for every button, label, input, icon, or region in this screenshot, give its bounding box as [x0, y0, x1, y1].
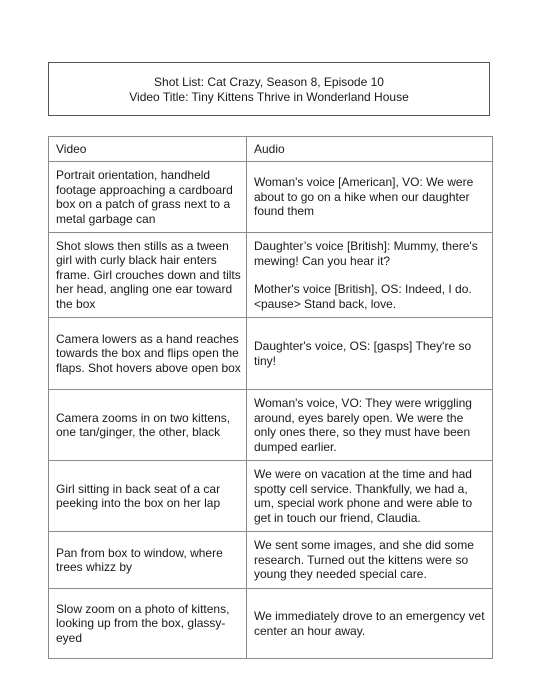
video-cell: Camera zooms in on two kittens, one tan/ginger, the other, black — [49, 390, 247, 461]
audio-cell — [247, 162, 493, 233]
audio-cell — [247, 318, 493, 390]
video-cell: Shot slows then stills as a tween girl with curly black hair enters frame. Girl crouches down and tilts her head, angling one ear toward the box — [49, 233, 247, 318]
audio-cell — [247, 390, 493, 461]
table-row — [49, 162, 493, 233]
audio-line: Daughter’s voice [British]: Mummy, there's mewing! Can you hear it? — [254, 239, 478, 268]
video-cell: Pan from box to window, where trees whizz by — [49, 532, 247, 589]
table-row — [49, 532, 493, 589]
table-row — [49, 233, 493, 318]
audio-line: Daughter's voice, OS: [gasps] They're so tiny! — [254, 339, 472, 368]
audio-line: We were on vacation at the time and had spotty cell service. Thankfully, we had a, um, special work phone and were able to get in touch our friend, Claudia. — [254, 467, 473, 525]
table-row — [49, 589, 493, 659]
table-header-row — [49, 137, 493, 162]
table-row — [49, 390, 493, 461]
audio-cell — [247, 589, 493, 659]
title-box — [48, 62, 490, 116]
video-cell: Slow zoom on a photo of kittens, looking up from the box, glassy-eyed — [49, 589, 247, 659]
audio-line: We sent some images, and she did some research. Turned out the kittens were so young they needed special care. — [254, 538, 474, 582]
video-cell: Girl sitting in back seat of a car peeking into the box on her lap — [49, 461, 247, 532]
shot-list-table — [48, 136, 493, 659]
audio-line: Mother's voice [British], OS: Indeed, I do. <pause> Stand back, love. — [254, 282, 472, 311]
video-title: Video Title: Tiny Kittens Thrive in Wonderland House — [129, 90, 409, 104]
video-cell: Portrait orientation, handheld footage approaching a cardboard box on a patch of grass next to a metal garbage can — [49, 162, 247, 233]
video-cell: Camera lowers as a hand reaches towards the box and flips open the flaps. Shot hovers above open box — [49, 318, 247, 390]
audio-cell — [247, 461, 493, 532]
audio-cell — [247, 532, 493, 589]
shot-list-title: Shot List: Cat Crazy, Season 8, Episode 10 — [154, 75, 384, 89]
column-header-video: Video — [49, 137, 247, 162]
audio-cell — [247, 233, 493, 318]
audio-line: Woman's voice, VO: They were wriggling around, eyes barely open. We were the only ones there, so they must have been dumped earlier. — [254, 396, 472, 454]
audio-line: Woman's voice [American], VO: We were about to go on a hike when our daughter found them — [254, 175, 474, 219]
audio-line: We immediately drove to an emergency vet center an hour away. — [254, 609, 485, 638]
table-row — [49, 461, 493, 532]
table-row — [49, 318, 493, 390]
column-header-audio: Audio — [247, 137, 493, 162]
